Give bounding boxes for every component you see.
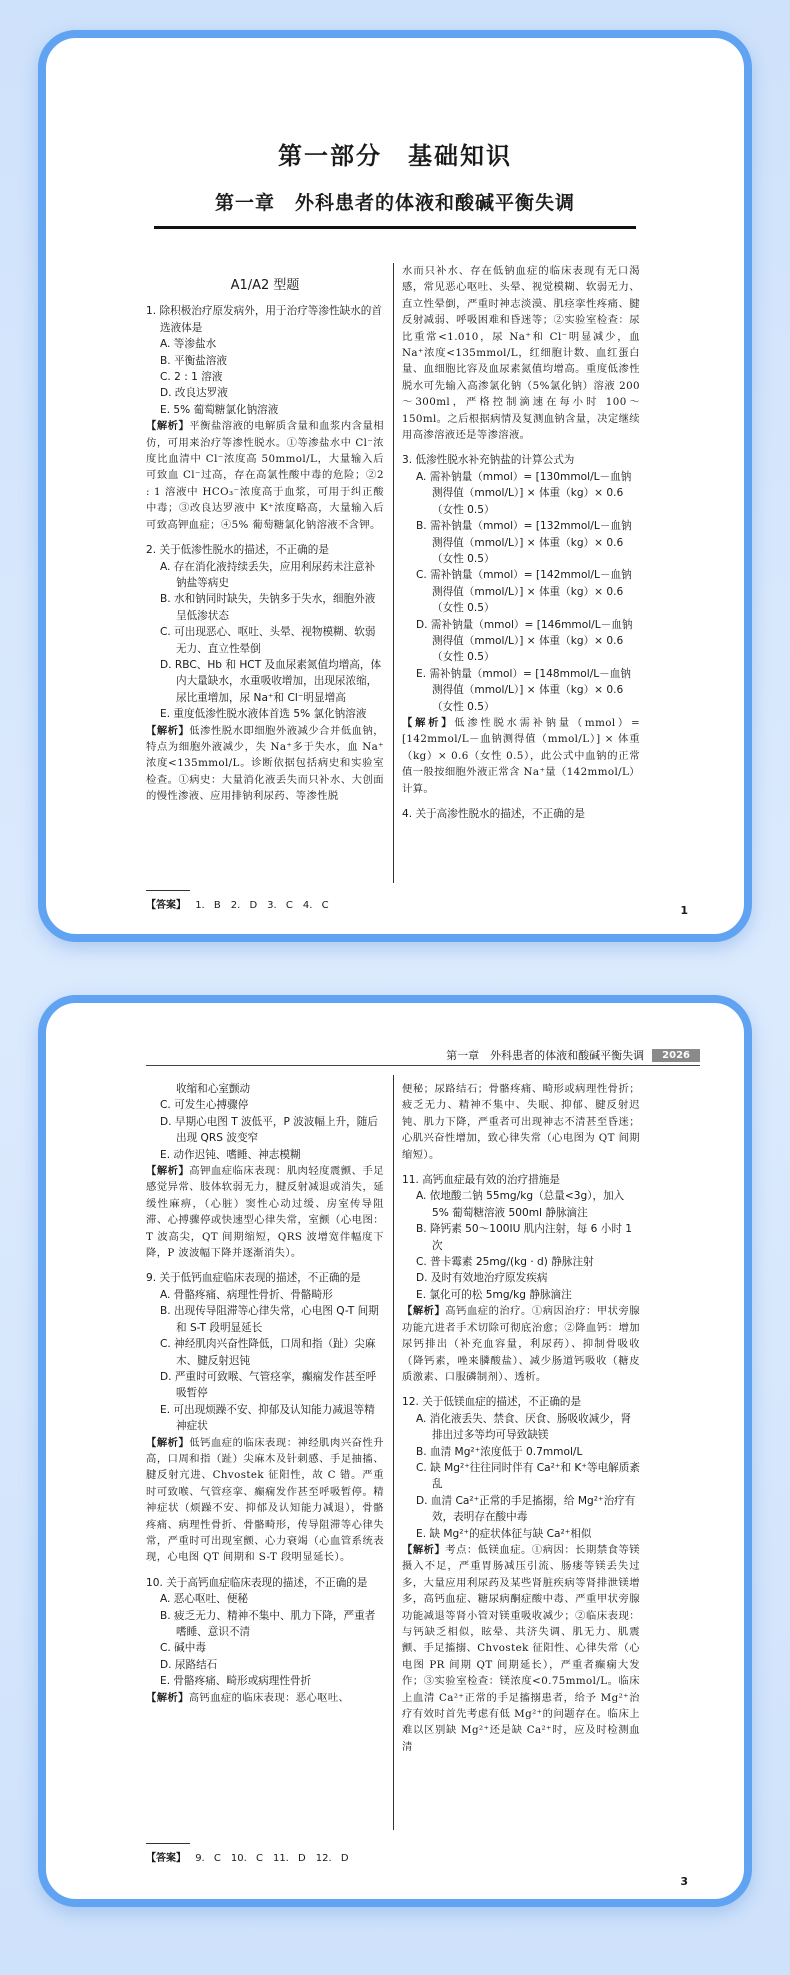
option-e: E. 氯化可的松 5mg/kg 静脉滴注: [416, 1288, 572, 1301]
option-d: D. 及时有效地治疗原发疾病: [416, 1272, 548, 1285]
option-a: A. 存在消化液持续丢失，应用利尿药未注意补钠盐等病史: [160, 560, 376, 589]
question-10: [146, 1575, 384, 1706]
page-number: 1: [680, 904, 688, 917]
question-stem: 9. 关于低钙血症临床表现的描述，不正确的是: [146, 1272, 361, 1285]
option-c: C. 可发生心搏骤停: [160, 1099, 249, 1112]
explanation-tag: 【解析】: [402, 716, 455, 729]
answer-values: 1. B 2. D 3. C 4. C: [195, 900, 329, 911]
option-b: B. 需补钠量（mmol）= [132mmol/L－血钠测得值（mmol/L）] × 体重（kg）× 0.6（女性 0.5）: [416, 520, 632, 565]
explanation-text: 高钾血症临床表现：肌肉轻度震颤、手足感觉异常、肢体软弱无力，腱反射减退或消失，延缓性麻痹，（心脏）窦性心动过缓、房室传导阻滞、心搏骤停或快速型心律失常，室颤（心电图：T 波高尖，QT 间期缩短，QRS 波增宽伴幅度下降，P 波波幅下降并逐渐消失）。: [146, 1165, 384, 1260]
answer-values: 9. C 10. C 11. D 12. D: [195, 1853, 349, 1864]
option-a: A. 依地酸二钠 55mg/kg（总量<3g），加入 5% 葡萄糖溶液 500ml 静脉滴注: [416, 1190, 625, 1219]
explanation: [146, 723, 384, 805]
option-b: B. 血清 Mg²⁺浓度低于 0.7mmol/L: [416, 1445, 583, 1458]
option-e: E. 骨骼疼痛、畸形或病理性骨折: [160, 1675, 312, 1688]
option-c: C. 缺 Mg²⁺往往同时伴有 Ca²⁺和 K⁺等电解质紊乱: [416, 1461, 640, 1491]
question-12: [402, 1394, 640, 1755]
answer-rule: [146, 1843, 190, 1844]
option-c: C. 可出现恶心、呕吐、头晕、视物模糊、软弱无力、直立性晕倒: [160, 626, 376, 655]
question-stem: 11. 高钙血症最有效的治疗措施是: [402, 1174, 560, 1187]
question-3: [402, 452, 640, 797]
question-stem: 2. 关于低渗性脱水的描述，不正确的是: [146, 544, 329, 557]
explanation-text: 平衡盐溶液的电解质含量和血浆内含量相仿，可用来治疗等渗性脱水。①等渗盐水中 Cl⁻浓度比血清中 Cl⁻浓度高 50mmol/L，大量输入后可致血 Cl⁻过高，存在高氯性酸中毒的危险；②2 : 1 溶液中 HCO₃⁻浓度高于血浆，可用于纠正酸中毒；③改良达罗液中 K⁺浓度略高，大量输入后可致高钾血症；④5% 葡萄糖氯化钠溶液不含钾。: [146, 420, 384, 531]
question-stem: 12. 关于低镁血症的描述，不正确的是: [402, 1396, 582, 1409]
option-a: A. 需补钠量（mmol）= [130mmol/L－血钠测得值（mmol/L）] × 体重（kg）× 0.6（女性 0.5）: [416, 470, 632, 516]
section-heading: A1/A2 型题: [230, 278, 300, 293]
answer-label: 【答案】: [146, 1853, 186, 1864]
continued-explanation: 便秘；尿路结石；骨骼疼痛、畸形或病理性骨折；疲乏无力、精神不集中、失眠、抑郁、腱反射迟钝、肌力下降，严重者可出现神志不清甚至昏迷；心肌兴奋性增加，致心律失常（心电图为 QT 间期缩短）。: [402, 1083, 640, 1161]
chapter-title: 第一章 外科患者的体液和酸碱平衡失调: [214, 192, 575, 214]
explanation-tag: 【解析】: [146, 1436, 190, 1449]
running-title: 第一章 外科患者的体液和酸碱平衡失调: [446, 1049, 645, 1062]
explanation-text: 考点：低镁血症。①病因：长期禁食等镁摄入不足，严重胃肠减压引流、肠瘘等镁丢失过多，大量应用利尿药及某些肾脏疾病等肾排泄镁增多，高钙血症、糖尿病酮症酸中毒、严重甲状旁腺功能减退等肾小管对镁重吸收减少；②临床表现：与钙缺乏相似，眩晕、共济失调、肌无力、肌震颤、手足搐搦、Chvostek 征阳性、心律失常（心电图 PR 间期 QT 间期延长），严重者癫痫大发作；③实验室检查：镁浓度<0.75mmol/L。临床上血清 Ca²⁺正常的手足搐搦患者，给予 Mg²⁺治疗有效时首先考虑有低 Mg²⁺的问题存在。临床上难以区别缺 Mg²⁺还是缺 Ca²⁺时，应及时检测血清: [402, 1543, 640, 1753]
part-title: 第一部分 基础知识: [278, 141, 512, 170]
option-a: A. 骨骼疼痛、病理性骨折、骨骼畸形: [160, 1288, 333, 1301]
option-c: C. 普卡霉素 25mg/(kg · d) 静脉注射: [416, 1256, 594, 1269]
running-header: [146, 1047, 700, 1063]
page-card-3: [38, 995, 752, 1907]
option-c: C. 2 : 1 溶液: [160, 371, 223, 384]
explanation: [402, 1303, 640, 1385]
option-b: B. 降钙素 50～100IU 肌内注射，每 6 小时 1 次: [416, 1223, 633, 1252]
explanation: [146, 418, 384, 533]
answer-rule: [146, 890, 190, 891]
page-number: 3: [680, 1875, 688, 1888]
option-d: D. 尿路结石: [160, 1658, 218, 1671]
explanation: [402, 1542, 640, 1755]
option-c: C. 需补钠量（mmol）= [142mmol/L－血钠测得值（mmol/L）] × 体重（kg）× 0.6（女性 0.5）: [416, 569, 632, 615]
explanation-tag: 【解析】: [402, 1543, 446, 1556]
explanation-tag: 【解析】: [146, 724, 190, 737]
option-b: B. 疲乏无力、精神不集中、肌力下降，严重者嗜睡、意识不清: [160, 1609, 376, 1638]
left-column: [146, 1081, 384, 1706]
continued-option: 收缩和心室颤动: [176, 1083, 251, 1095]
option-e: E. 5% 葡萄糖氯化钠溶液: [160, 403, 279, 416]
option-b: B. 出现传导阻滞等心律失常，心电图 Q-T 间期和 S-T 段明显延长: [160, 1305, 379, 1334]
option-d: D. 改良达罗液: [160, 387, 228, 400]
right-column: [402, 263, 640, 822]
option-b: B. 水和钠同时缺失，失钠多于失水，细胞外液呈低渗状态: [160, 593, 376, 622]
question-9: [146, 1270, 384, 1565]
page-card-1: [38, 30, 752, 942]
option-c: C. 神经肌肉兴奋性降低，口周和指（趾）尖麻木、腱反射迟钝: [160, 1338, 376, 1367]
explanation-text: 低渗性脱水即细胞外液减少合并低血钠，特点为细胞外液减少，失 Na⁺多于失水，血 Na⁺浓度<135mmol/L。诊断依据包括病史和实验室检查。①病史：大量消化液丢失而只补水、大创面的慢性渗液、应用排钠利尿药、等渗性脱: [146, 724, 384, 803]
continued-explanation: 水而只补水、存在低钠血症的临床表现有无口渴感，常见恶心呕吐、头晕、视觉模糊、软弱无力、直立性晕倒，严重时神志淡漠、肌痉挛性疼痛、腱反射减弱、呼吸困难和昏迷等；②实验室检查：尿比重常<1.010，尿 Na⁺和 Cl⁻明显减少，血 Na⁺浓度<135mmol/L，红细胞计数、血红蛋白量、血细胞比容及血尿素氮值均增高。重度低渗性脱水可先输入高渗氯化钠（5%氯化钠）溶液 200～300ml，严格控制滴速在每小时 100～150ml。之后根据病情及复测血钠含量，决定继续用高渗溶液还是等渗溶液。: [402, 265, 640, 442]
option-c: C. 碱中毒: [160, 1642, 206, 1655]
chapter-rule: [154, 226, 636, 229]
option-a: A. 消化液丢失、禁食、厌食、肠吸收减少，肾排出过多等均可导致缺镁: [416, 1412, 632, 1442]
left-column: [146, 278, 384, 805]
explanation-text: 高钙血症的临床表现：恶心呕吐、: [188, 1691, 350, 1704]
option-b: B. 平衡盐溶液: [160, 354, 227, 367]
explanation-text: 低渗性脱水需补钠量（mmol）= [142mmol/L－血钠测得值（mmol/L）] × 体重（kg）× 0.6（女性 0.5），此公式中血钠的正常值一般按细胞外液正常含 Na⁺量（142mmol/L）计算。: [402, 716, 640, 795]
explanation-tag: 【解析】: [146, 420, 190, 433]
question-stem: 4. 关于高渗性脱水的描述，不正确的是: [402, 808, 585, 820]
option-d: D. 血清 Ca²⁺正常的手足搐搦，给 Mg²⁺治疗有效，表明存在酸中毒: [416, 1494, 636, 1524]
question-11: [402, 1172, 640, 1385]
explanation: [146, 1435, 384, 1566]
explanation-tag: 【解析】: [146, 1691, 189, 1704]
explanation-tag: 【解析】: [146, 1165, 190, 1178]
explanation: [402, 715, 640, 797]
header-rule: [146, 1065, 700, 1066]
option-e: E. 动作迟钝、嗜睡、神志模糊: [160, 1148, 301, 1161]
explanation: [146, 1690, 384, 1706]
question-1: [146, 303, 384, 533]
question-stem: 1. 除积极治疗原发病外，用于治疗等渗性缺水的首选液体是: [146, 305, 382, 334]
explanation: [146, 1163, 384, 1261]
answer-label: 【答案】: [146, 900, 186, 911]
explanation-text: 低钙血症的临床表现：神经肌肉兴奋性升高，口周和指（趾）尖麻木及针刺感、手足抽搐、腱反射亢进、Chvostek 征阳性，故 C 错。严重时可致喉、气管痉挛、癫痫发作甚至呼吸暂停。精神症状（烦躁不安、抑郁及认知能力减退），骨骼疼痛、病理性骨折、骨骼畸形，传导阻滞等心律失常，严重时可出现室颤、心力衰竭（心血管系统表现，心电图 QT 间期和 S-T 段明显延长）。: [146, 1436, 384, 1564]
answer-key: [146, 1849, 349, 1864]
option-e: E. 可出现烦躁不安、抑郁及认知能力减退等精神症状: [160, 1403, 375, 1433]
explanation-tag: 【解析】: [402, 1305, 446, 1318]
column-divider: [393, 1075, 394, 1830]
option-d: D. RBC、Hb 和 HCT 及血尿素氮值均增高，体内大量缺水，水重吸收增加，出现尿浓缩，尿比重增加，尿 Na⁺和 Cl⁻明显增高: [160, 658, 382, 704]
option-e: E. 需补钠量（mmol）= [148mmol/L－血钠测得值（mmol/L）] × 体重（kg）× 0.6（女性 0.5）: [416, 667, 631, 713]
option-a: A. 等渗盐水: [160, 338, 217, 351]
option-a: A. 恶心呕吐、便秘: [160, 1593, 248, 1606]
explanation-text: 高钙血症的治疗。①病因治疗：甲状旁腺功能亢进者手术切除可彻底治愈；②降血钙：增加尿钙排出（补充血容量，利尿药）、抑制骨吸收（降钙素，唑来膦酸盐）、减少肠道钙吸收（糖皮质激素、口服磷制剂）、透析。: [402, 1305, 640, 1383]
column-divider: [393, 263, 394, 883]
question-2: [146, 542, 384, 805]
year-badge: 2026: [652, 1049, 700, 1062]
option-d: D. 早期心电图 T 波低平，P 波波幅上升，随后出现 QRS 波变窄: [160, 1115, 378, 1145]
option-d: D. 严重时可致喉、气管痉挛，癫痫发作甚至呼吸暂停: [160, 1370, 377, 1400]
right-column: [402, 1081, 640, 1755]
option-d: D. 需补钠量（mmol）= [146mmol/L－血钠测得值（mmol/L）] × 体重（kg）× 0.6（女性 0.5）: [416, 618, 633, 664]
question-stem: 3. 低渗性脱水补充钠盐的计算公式为: [402, 454, 575, 467]
question-stem: 10. 关于高钙血症临床表现的描述，不正确的是: [146, 1576, 368, 1589]
option-e: E. 重度低渗性脱水液体首选 5% 氯化钠溶液: [160, 708, 367, 721]
question-4: [402, 806, 640, 822]
answer-key: [146, 896, 329, 911]
option-e: E. 缺 Mg²⁺的症状体征与缺 Ca²⁺相似: [416, 1527, 592, 1540]
